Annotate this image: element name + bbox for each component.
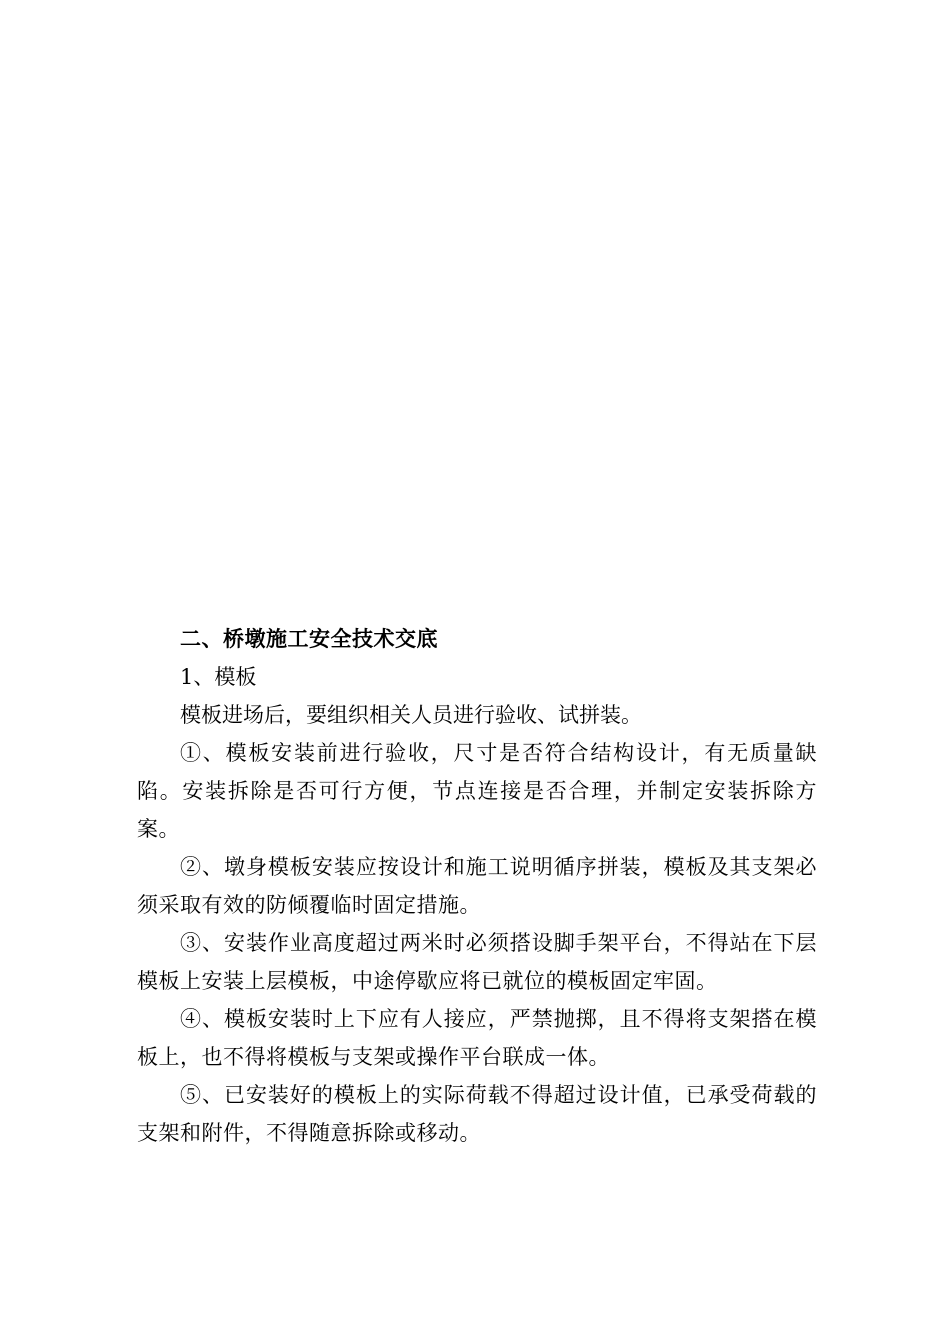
document-body (137, 620, 817, 1152)
section-heading: 二、桥墩施工安全技术交底 (180, 626, 438, 651)
subsection-heading: 1、模板 (180, 665, 257, 689)
paragraph-2: ②、墩身模板安装应按设计和施工说明循序拼装，模板及其支架必须采取有效的防倾覆临时固定措施。 (137, 855, 817, 917)
paragraph-4: ④、模板安装时上下应有人接应，严禁抛掷，且不得将支架搭在模板上，也不得将模板与支架或操作平台联成一体。 (137, 1007, 817, 1069)
intro-paragraph: 模板进场后，要组织相关人员进行验收、试拼装。 (180, 703, 642, 727)
paragraph-5: ⑤、已安装好的模板上的实际荷载不得超过设计值，已承受荷载的支架和附件，不得随意拆除或移动。 (137, 1083, 817, 1145)
paragraph-3: ③、安装作业高度超过两米时必须搭设脚手架平台，不得站在下层模板上安装上层模板，中途停歇应将已就位的模板固定牢固。 (137, 931, 817, 993)
paragraph-1: ①、模板安装前进行验收，尺寸是否符合结构设计，有无质量缺陷。安装拆除是否可行方便，节点连接是否合理，并制定安装拆除方案。 (137, 741, 817, 841)
